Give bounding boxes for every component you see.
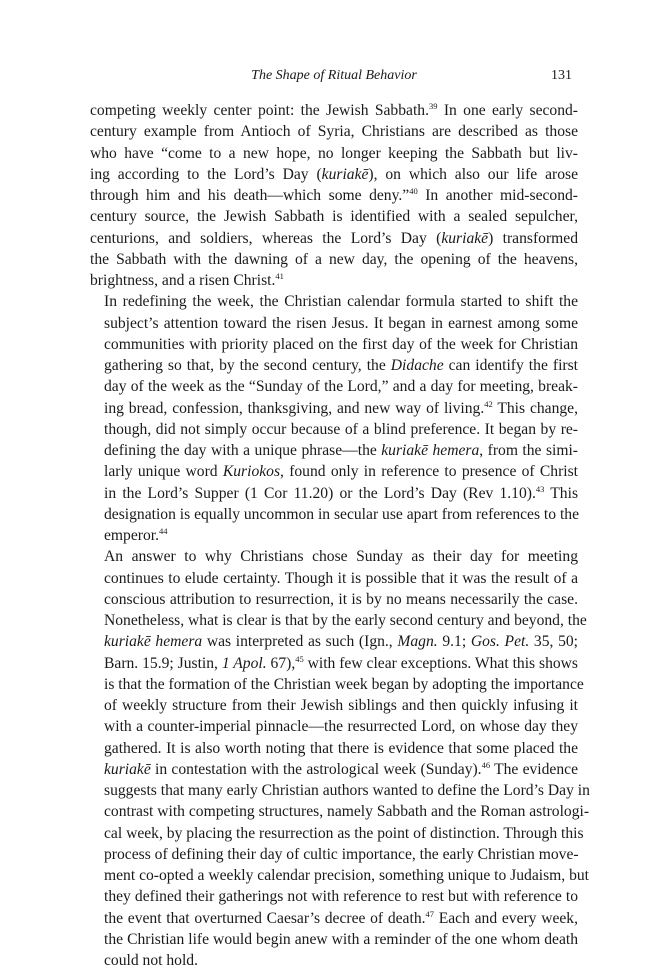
text-line xyxy=(90,419,578,440)
text-line xyxy=(90,249,578,270)
text-run: could not hold. xyxy=(104,952,198,969)
text-run: day of the week as the “Sunday of the Lord,” and a day for meeting, break- xyxy=(104,378,578,396)
text-run: communities with priority placed on the first day of the week for Christian xyxy=(104,335,578,353)
italic-term: Magn. xyxy=(397,633,438,651)
text-run: defining the day with a unique phrase—the xyxy=(104,442,382,459)
text-run: with a counter-imperial pinnacle—the resurrected Lord, on whose day they xyxy=(104,718,578,736)
text-line xyxy=(90,780,590,801)
italic-term: kuriakē xyxy=(104,760,151,778)
text-run: 35, 50; xyxy=(529,633,578,651)
text-line xyxy=(90,950,578,971)
text-run: gathered. It is also worth noting that there is evidence that some placed the xyxy=(104,739,578,757)
text-run: who have “come to a new hope, no longer keeping the Sabbath but liv- xyxy=(90,144,578,162)
text-line xyxy=(90,313,578,334)
text-line xyxy=(90,908,578,929)
italic-term: kuriakē hemera xyxy=(104,633,203,651)
text-line xyxy=(90,589,578,610)
text-line xyxy=(90,228,578,249)
text-line xyxy=(90,143,578,164)
text-run: In redefining the week, the Christian calendar formula started to shift the xyxy=(104,293,578,311)
text-run: is that the formation of the Christian week began by adopting the importance xyxy=(104,675,584,693)
paragraph xyxy=(90,100,578,291)
text-line xyxy=(90,653,578,674)
text-run: 67), xyxy=(266,654,296,672)
running-header xyxy=(90,68,578,90)
text-run: emperor. xyxy=(104,527,159,544)
text-line xyxy=(90,844,578,865)
paragraph xyxy=(90,546,590,971)
text-line xyxy=(90,334,578,355)
text-line xyxy=(90,461,578,482)
text-run: This xyxy=(544,484,579,502)
footnote-marker: 47 xyxy=(425,908,435,919)
text-line xyxy=(90,886,578,907)
text-line xyxy=(90,185,578,206)
footnote-marker: 46 xyxy=(481,759,491,770)
book-page xyxy=(90,68,590,971)
text-run: brightness, and a risen Christ. xyxy=(90,272,276,289)
text-run: designation is equally uncommon in secular use apart from references to the xyxy=(104,505,580,523)
italic-term: 1 Apol. xyxy=(221,654,267,672)
text-line xyxy=(90,801,590,822)
text-run: the event that overturned Caesar’s decree of death. xyxy=(104,909,426,927)
text-run: , found only in reference to presence of Christ xyxy=(280,463,578,481)
text-run: ) transformed xyxy=(488,229,578,247)
footnote-marker: 45 xyxy=(295,653,304,664)
text-run: centurions, and soldiers, whereas the Lord’s Day ( xyxy=(90,229,442,247)
text-run: they defined their gatherings not with reference to rest but with reference to xyxy=(104,888,578,906)
text-line xyxy=(90,355,578,376)
text-run: cal week, by placing the resurrection as the point of distinction. Through this xyxy=(104,824,584,842)
text-run: though, did not simply occur because of a blind preference. It began by re- xyxy=(104,420,578,438)
text-run: larly unique word xyxy=(104,463,223,481)
text-run: the Christian life would begin anew with a reminder of the one whom death xyxy=(104,930,578,948)
text-run: was interpreted as such (Ign., xyxy=(202,633,398,651)
text-line xyxy=(90,525,578,546)
text-run: ing bread, confession, thanksgiving, and new way of living. xyxy=(104,399,485,417)
text-run: ment co-opted a weekly calendar precision, something unique to Judaism, but xyxy=(104,867,590,884)
italic-term: kuriakē hemera xyxy=(381,442,480,459)
footnote-marker: 41 xyxy=(275,271,284,281)
running-title: The Shape of Ritual Behavior xyxy=(251,68,417,83)
text-line xyxy=(90,291,578,312)
text-line xyxy=(90,759,578,780)
text-run: century example from Antioch of Syria, Christians are described as those xyxy=(90,123,578,141)
text-line xyxy=(90,440,578,461)
footnote-marker: 43 xyxy=(535,483,545,494)
text-line xyxy=(90,716,578,737)
italic-term: Gos. Pet. xyxy=(470,633,530,651)
text-run: Nonetheless, what is clear is that by the early second century and beyond, the xyxy=(104,612,587,629)
text-run: , from the simi- xyxy=(479,442,578,459)
body-text xyxy=(90,100,590,971)
text-run: suggests that many early Christian authors wanted to define the Lord’s Day in xyxy=(104,782,590,799)
italic-term: kuriakē xyxy=(441,229,489,247)
text-line xyxy=(90,865,590,886)
text-line xyxy=(90,483,578,504)
text-run: contrast with competing structures, namely Sabbath and the Roman astrologi- xyxy=(104,803,590,821)
text-line xyxy=(90,738,578,759)
text-run: century source, the Jewish Sabbath is identified with a sealed sepulcher, xyxy=(90,208,578,226)
text-line xyxy=(90,398,578,419)
text-line xyxy=(90,100,578,121)
text-run: continues to elude certainty. Though it is possible that it was the result of a xyxy=(104,569,578,587)
text-run: gathering so that, by the second century, the xyxy=(104,357,391,374)
text-run: the Sabbath with the dawning of a new day, the opening of the heavens, xyxy=(90,250,578,268)
text-run: Each and every week, xyxy=(434,909,578,927)
italic-term: kuriakē xyxy=(321,165,369,183)
italic-term: Didache xyxy=(390,357,444,374)
text-line xyxy=(90,206,578,227)
italic-term: Kuriokos xyxy=(222,463,281,481)
text-run: 9.1; xyxy=(437,633,471,651)
text-run: through him and his death—which some deny.” xyxy=(90,187,410,204)
text-run: This change, xyxy=(492,399,578,417)
text-run: competing weekly center point: the Jewish Sabbath. xyxy=(90,102,429,119)
text-run: Barn. 15.9; Justin, xyxy=(104,654,222,672)
text-run: conscious attribution to resurrection, it is by no means necessarily the case. xyxy=(104,590,578,608)
text-run: in the Lord’s Supper (1 Cor 11.20) or the Lord’s Day (Rev 1.10). xyxy=(104,484,536,502)
text-run: in contestation with the astrological week (Sunday). xyxy=(150,760,482,778)
text-run: In one early second- xyxy=(437,102,578,119)
text-run: of weekly structure from their Jewish siblings and then quickly infusing it xyxy=(104,697,578,714)
text-line xyxy=(90,164,578,185)
text-run: ), on which also our life arose xyxy=(368,165,578,183)
footnote-marker: 39 xyxy=(428,101,438,111)
text-run: can identify the first xyxy=(443,357,578,374)
text-line xyxy=(90,568,578,589)
footnote-marker: 40 xyxy=(409,186,418,196)
text-line xyxy=(90,631,578,652)
text-line xyxy=(90,929,578,950)
footnote-marker: 44 xyxy=(159,526,168,536)
text-line xyxy=(90,546,578,567)
text-run: with few clear exceptions. What this shows xyxy=(303,654,579,672)
paragraph xyxy=(90,291,578,546)
text-line xyxy=(90,823,584,844)
text-run: process of defining their day of cultic importance, the early Christian move- xyxy=(104,845,579,863)
text-run: subject’s attention toward the risen Jesus. It began in earnest among some xyxy=(104,314,578,332)
text-run: An answer to why Christians chose Sunday as their day for meeting xyxy=(104,548,578,566)
page-number: 131 xyxy=(551,68,572,83)
text-line xyxy=(90,695,578,716)
text-line xyxy=(90,610,587,631)
text-line xyxy=(90,121,578,142)
text-run: ing according to the Lord’s Day ( xyxy=(90,165,322,183)
text-line xyxy=(90,504,578,525)
text-line xyxy=(90,376,578,397)
text-line xyxy=(90,674,584,695)
text-run: In another mid-second- xyxy=(417,187,578,204)
footnote-marker: 42 xyxy=(484,398,493,409)
text-line xyxy=(90,270,578,291)
text-run: The evidence xyxy=(490,760,578,778)
